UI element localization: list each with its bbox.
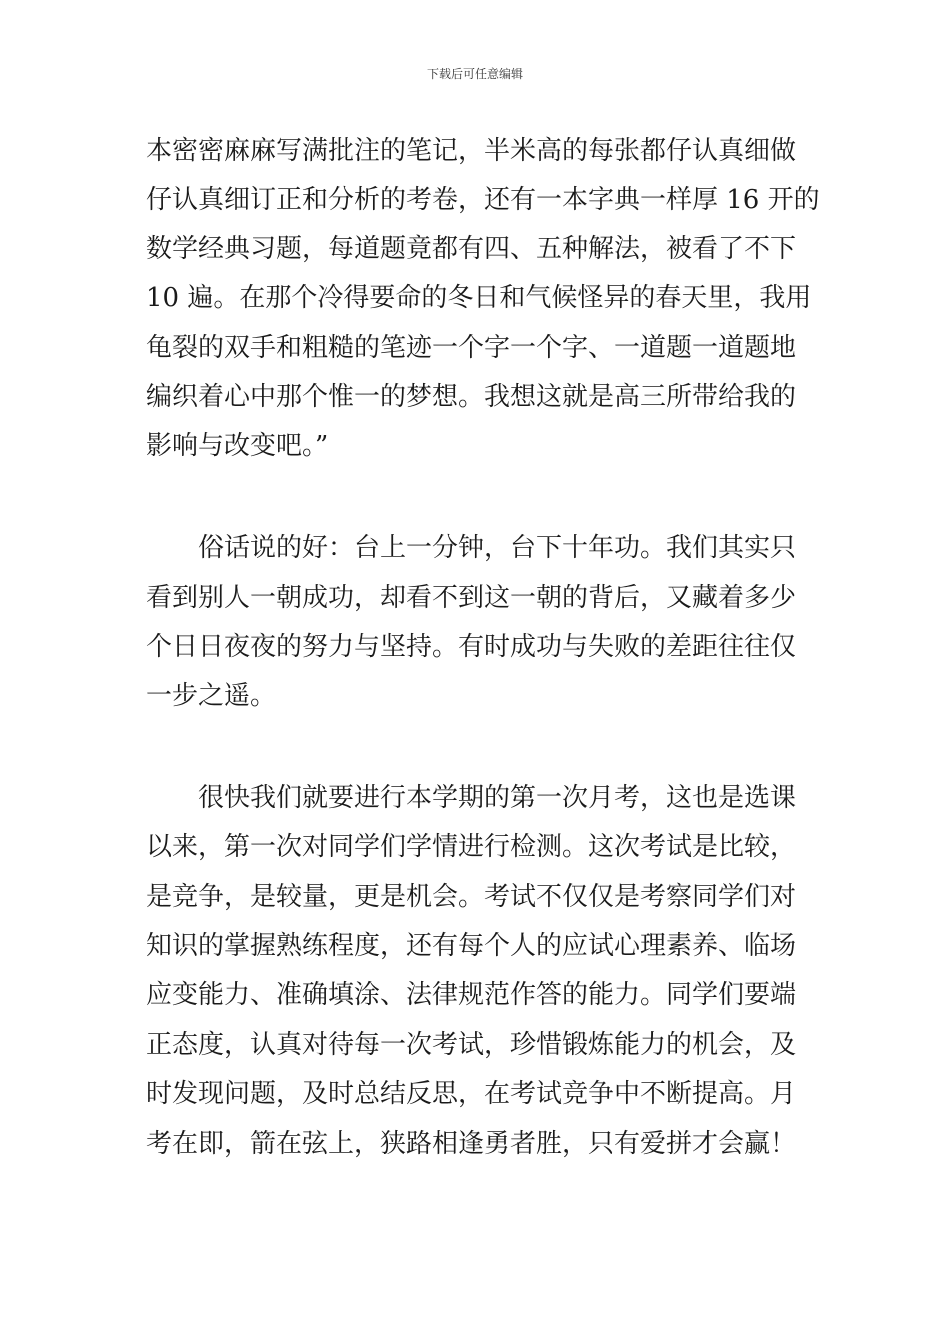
paragraph-3-line-7: 时发现问题，及时总结反思，在考试竞争中不断提高。月 (146, 1079, 797, 1109)
paragraph-3-line-2: 以来，第一次对同学们学情进行检测。这次考试是比较， (146, 832, 797, 862)
paragraph-3-line-4: 知识的掌握熟练程度，还有每个人的应试心理素养、临场 (146, 931, 797, 961)
paragraph-1-line-2: 仔认真细订正和分析的考卷，还有一本字典一样厚 16 开的 (146, 185, 820, 215)
paragraph-3-line-3: 是竞争，是较量，更是机会。考试不仅仅是考察同学们对 (146, 882, 797, 912)
paragraph-1-line-5: 龟裂的双手和粗糙的笔迹一个字一个字、一道题一道题地 (146, 333, 797, 363)
paragraph-1-line-7: 影响与改变吧。” (146, 431, 329, 461)
paragraph-1-line-3: 数学经典习题，每道题竟都有四、五种解法，被看了不下 (146, 234, 797, 264)
paragraph-2-line-2: 看到别人一朝成功，却看不到这一朝的背后，又藏着多少 (146, 583, 797, 613)
paragraph-2-line-1: 俗话说的好：台上一分钟，台下十年功。我们其实只 (198, 533, 797, 563)
paragraph-2-line-4: 一步之遥。 (146, 681, 277, 711)
paragraph-1-line-6: 编织着心中那个惟一的梦想。我想这就是高三所带给我的 (146, 382, 797, 412)
paragraph-3-line-6: 正态度，认真对待每一次考试，珍惜锻炼能力的机会，及 (146, 1030, 797, 1060)
paragraph-1-line-4: 10 遍。在那个冷得要命的冬日和气候怪异的春天里，我用 (146, 283, 812, 313)
paragraph-1-line-1: 本密密麻麻写满批注的笔记，半米高的每张都仔认真细做 (146, 136, 797, 166)
paragraph-3-line-5: 应变能力、准确填涂、法律规范作答的能力。同学们要端 (146, 980, 797, 1010)
paragraph-2-line-3: 个日日夜夜的努力与坚持。有时成功与失败的差距往往仅 (146, 632, 797, 662)
page-header: 下载后可任意编辑 (426, 67, 523, 81)
paragraph-3-line-8: 考在即，箭在弦上，狭路相逢勇者胜，只有爱拼才会赢！ (146, 1129, 797, 1159)
paragraph-3-line-1: 很快我们就要进行本学期的第一次月考，这也是选课 (198, 783, 797, 813)
